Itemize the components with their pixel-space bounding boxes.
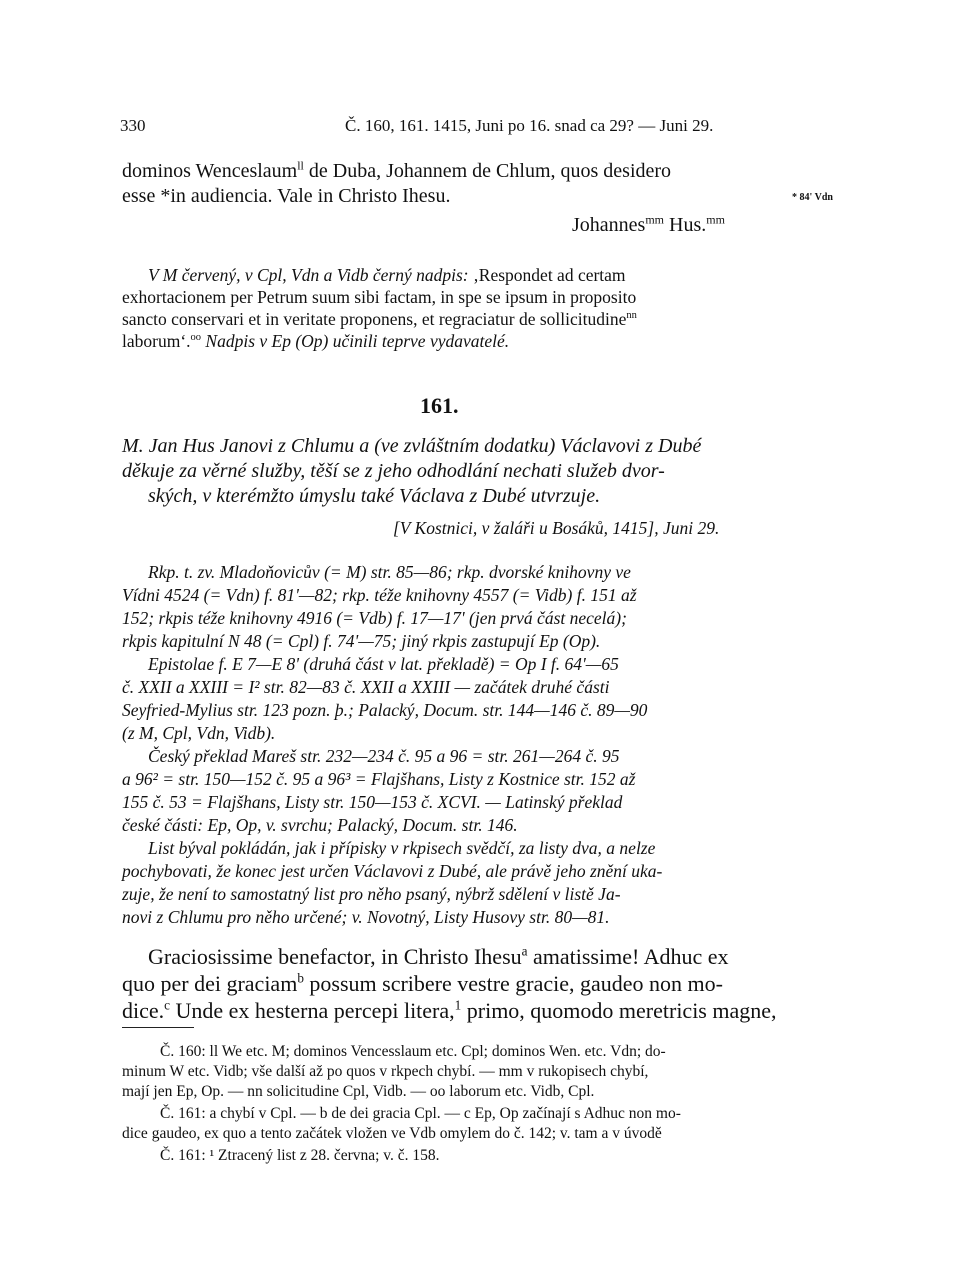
sources-line: zuje, že není to samostatný list pro něho psaný, nýbrž sdělení v listě Ja-	[122, 884, 621, 904]
sources-line: novi z Chlumu pro něho určené; v. Novotný, Listy Husovy str. 80—81.	[122, 907, 610, 927]
sources-line: (z M, Cpl, Vdn, Vidb).	[122, 723, 276, 743]
letter160-line2: esse *in audiencia. Vale in Christo Ihesu.	[122, 185, 451, 207]
sources-line: List býval pokládán, jak i přípisky v rkpisech svědčí, za listy dva, a nelze	[148, 838, 656, 858]
footnote-line: Č. 161: a chybí v Cpl. — b de dei gracia Cpl. — c Ep, Op začínají s Adhuc non mo-	[160, 1105, 681, 1122]
signature: Johannes$^{mm}$ Hus.$^{mm}$	[572, 212, 725, 236]
page-number: 330	[120, 116, 146, 135]
note160-line1: V M červený, v Cpl, Vdn a Vidb černý nadpis: ‚Respondet ad certam	[148, 265, 626, 285]
sources-line: rkpis kapitulní N 48 (= Cpl) f. 74'—75; jiný rkpis zastupují Ep (Op).	[122, 631, 601, 651]
sources-line: české části: Ep, Op, v. svrchu; Palacký, Docum. str. 146.	[122, 815, 518, 835]
note160-line4: laborum‘.$^{oo}$ Nadpis v Ep (Op) učinili teprve vydavatelé.	[122, 331, 510, 351]
sources-line: 155 č. 53 = Flajšhans, Listy str. 150—153 č. XCVI. — Latinský překlad	[122, 792, 623, 812]
note160-line3: sancto conservari et in veritate proponens, et regraciatur de sollicitudine$^{nn}$	[122, 309, 637, 329]
footnote-divider	[122, 1027, 194, 1028]
margin-note: * 84' Vdn	[792, 192, 833, 203]
place-date: [V Kostnici, v žaláři u Bosáků, 1415], Juni 29.	[393, 518, 720, 538]
sources-line: a 96² = str. 150—152 č. 95 a 96³ = Flajšhans, Listy z Kostnice str. 152 až	[122, 769, 636, 789]
sources-line: 152; rkpis téže knihovny 4916 (= Vdb) f. 17—17' (jen prvá část necelá);	[122, 608, 627, 628]
sources-line: Český překlad Mareš str. 232—234 č. 95 a 96 = str. 261—264 č. 95	[148, 746, 620, 766]
letter161-line1: Graciosissime benefactor, in Christo Ihesu$^a$ amatissime! Adhuc ex	[148, 943, 729, 969]
footnote-line: Č. 161: ¹ Ztracený list z 28. června; v. č. 158.	[160, 1147, 440, 1164]
sources-line: č. XXII a XXIII = I² str. 82—83 č. XXII a XXIII — začátek druhé části	[122, 677, 610, 697]
note160-line2: exhortacionem per Petrum suum sibi factam, in spe se ipsum in proposito	[122, 287, 637, 307]
footnote-line: dice gaudeo, ex quo a tento začátek vložen ve Vdb omylem do č. 142; v. tam a v úvodě	[122, 1125, 662, 1142]
sources-line: Seyfried-Mylius str. 123 pozn. þ.; Palacký, Docum. str. 144—146 č. 89—90	[122, 700, 648, 720]
summary161-line1: M. Jan Hus Janovi z Chlumu a (ve zvláštním dodatku) Václavovi z Dubé	[122, 435, 702, 457]
letter161-line3: dice.$^c$ Unde ex hesterna percepi litera,$^1$ primo, quomodo meretricis magne,	[122, 997, 777, 1023]
summary161-line2: děkuje za věrné služby, těší se z jeho odhodlání nechati služeb dvor-	[122, 460, 665, 482]
letter-number-heading: 161.	[420, 393, 459, 418]
sources-line: Vídni 4524 (= Vdn) f. 81'—82; rkp. téže knihovny 4557 (= Vidb) f. 151 až	[122, 585, 637, 605]
letter161-line2: quo per dei graciam$^b$ possum scribere vestre gracie, gaudeo non mo-	[122, 970, 723, 996]
footnote-line: mají jen Ep, Op. — nn solicitudine Cpl, Vidb. — oo laborum etc. Vidb, Cpl.	[122, 1083, 595, 1100]
footnote-line: minum W etc. Vidb; vše další až po quos v rkpech chybí. — mm v rukopisech chybí,	[122, 1063, 649, 1080]
sources-line: Epistolae f. E 7—E 8' (druhá část v lat. překladě) = Op I f. 64'—65	[148, 654, 619, 674]
summary161-line3: ských, v kterémžto úmyslu také Václava z Dubé utvrzuje.	[148, 485, 601, 507]
footnote-line: Č. 160: ll We etc. M; dominos Vencesslaum etc. Cpl; dominos Wen. etc. Vdn; do-	[160, 1043, 666, 1060]
sources-line: Rkp. t. zv. Mladoňovicův (= M) str. 85—86; rkp. dvorské knihovny ve	[148, 562, 631, 582]
running-title: Č. 160, 161. 1415, Juni po 16. snad ca 29? — Juni 29.	[345, 116, 714, 135]
sources-line: pochybovati, že konec jest určen Václavovi z Dubé, ale právě jeho znění uka-	[122, 861, 663, 881]
letter160-line1: dominos Wenceslaum$^{ll}$ de Duba, Johannem de Chlum, quos desidero	[122, 158, 672, 182]
